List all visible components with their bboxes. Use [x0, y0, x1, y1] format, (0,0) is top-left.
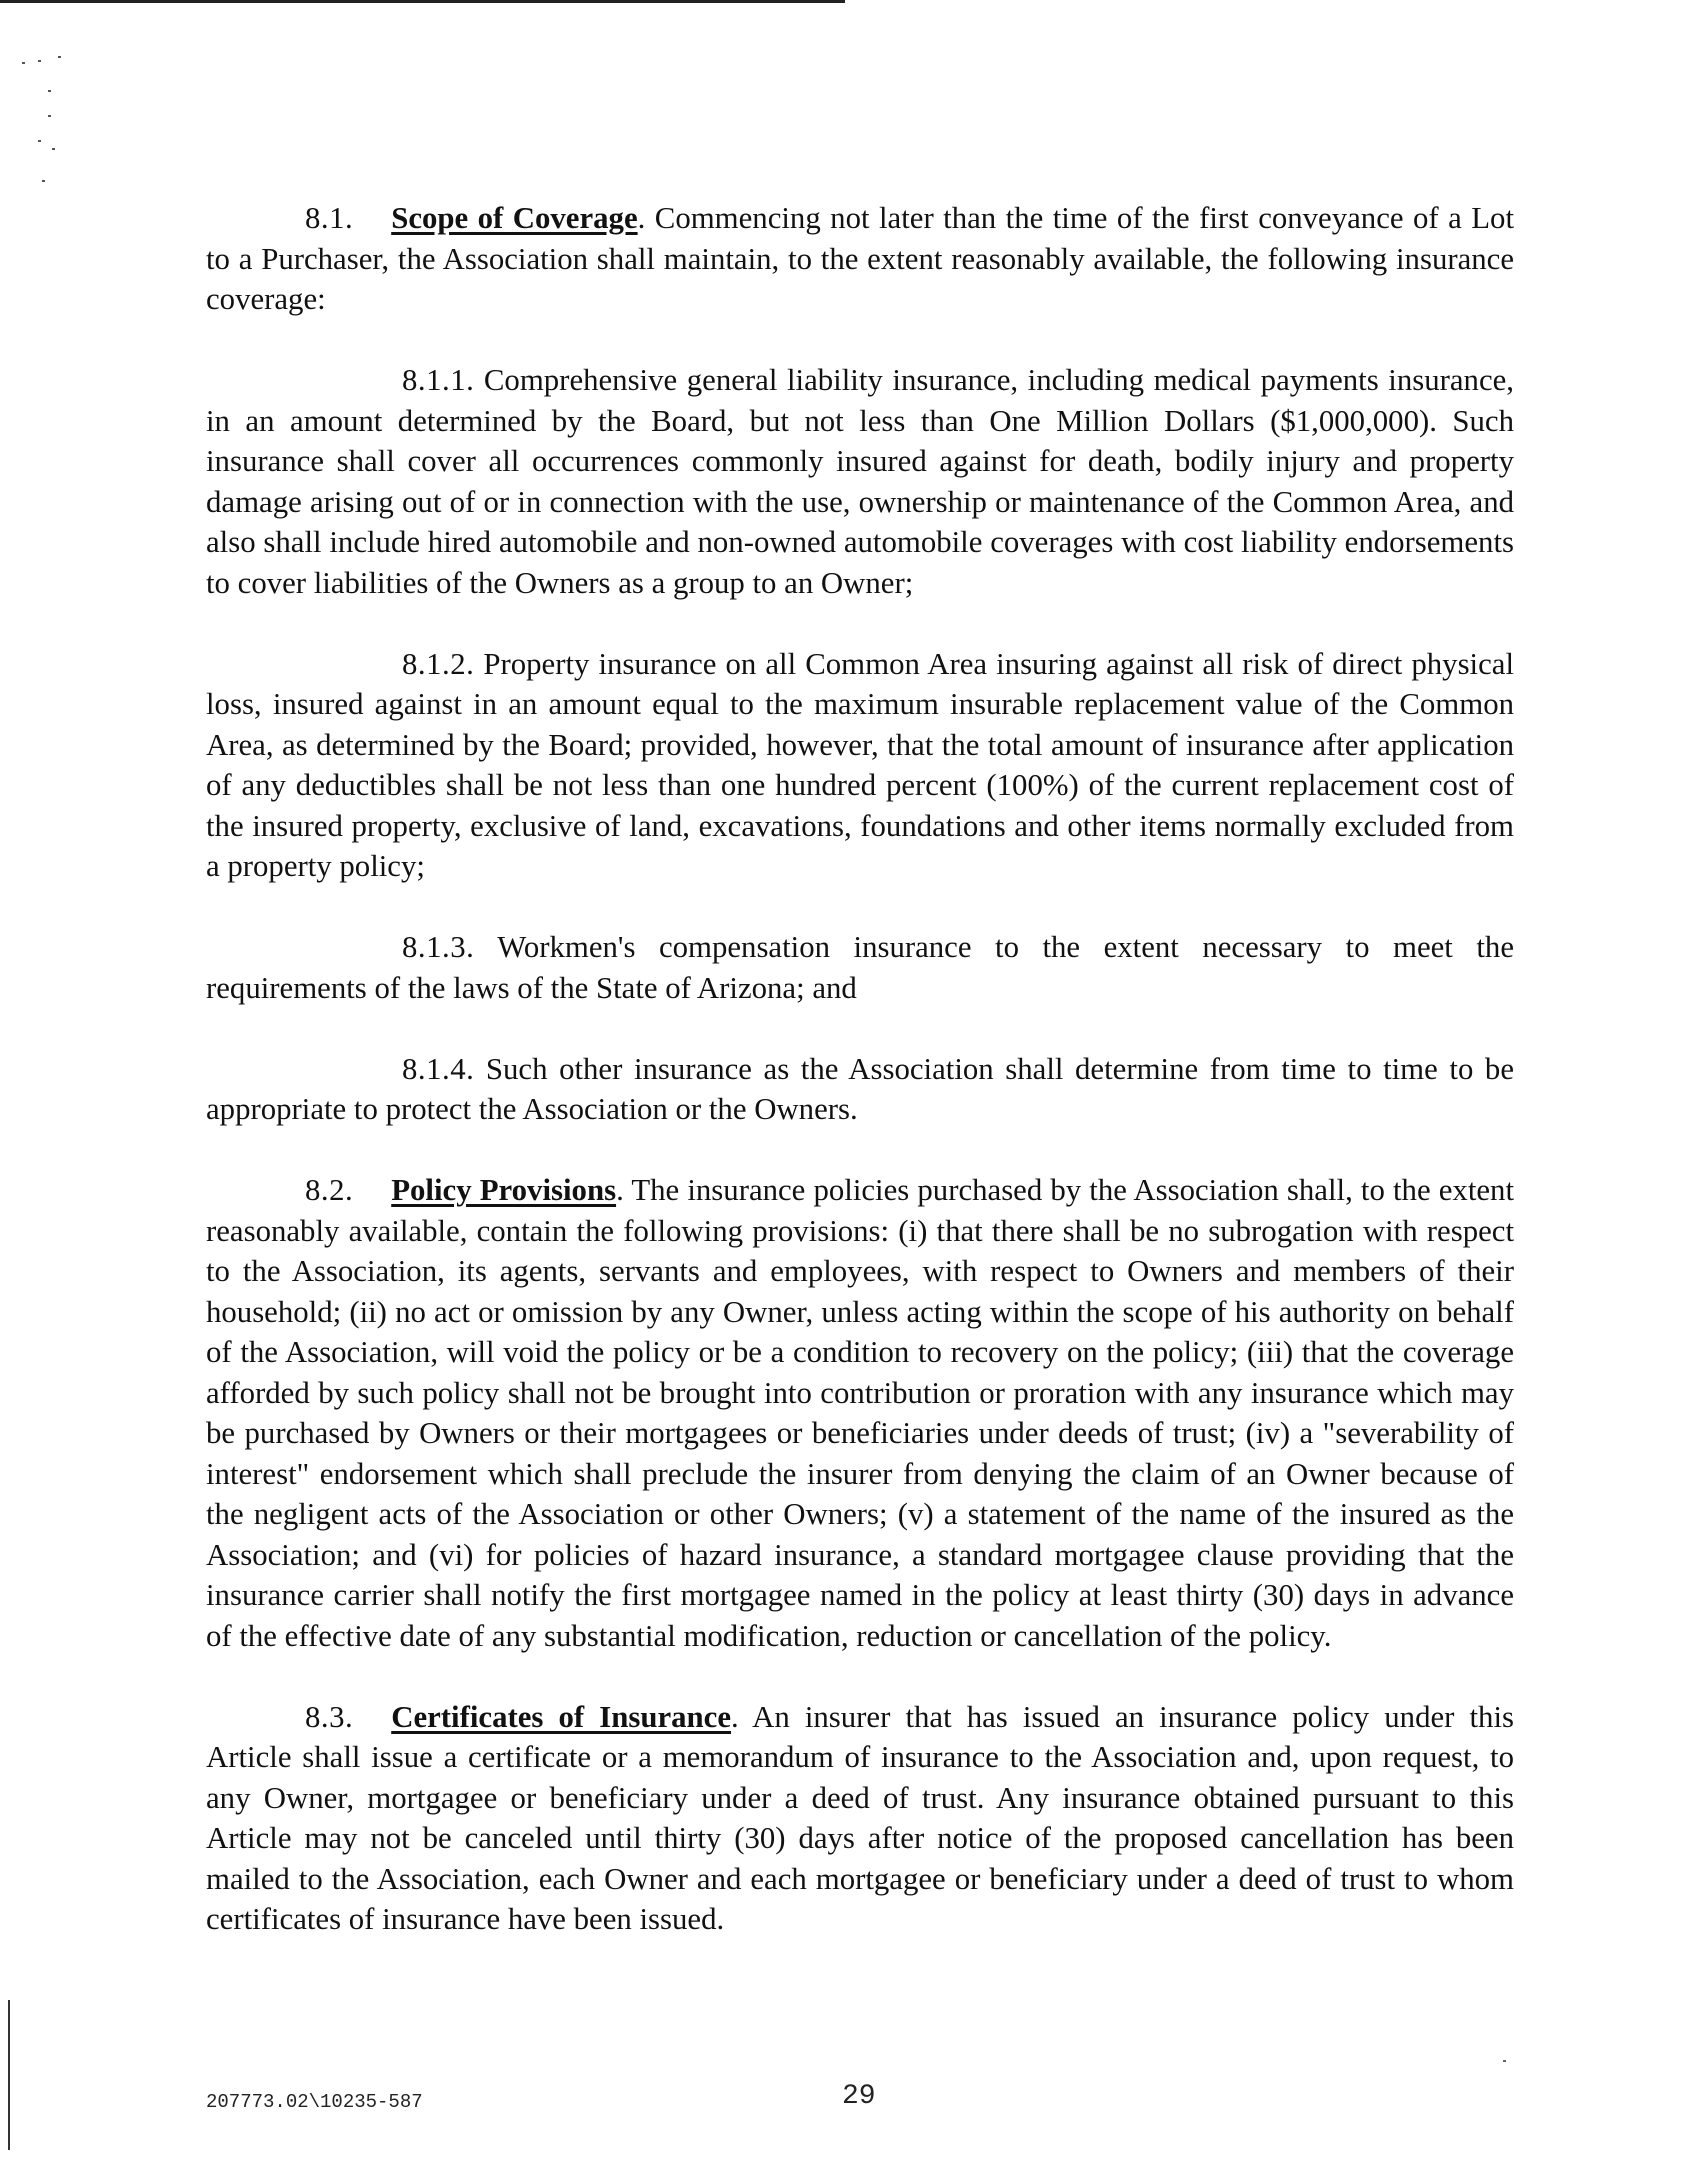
section-text: . An insurer that has issued an insurance policy under this Article shall issue a certificate or a memorandum of insurance to the Association and, upon request, to any Owner, mortgagee or beneficiary under a deed of trust. Any insurance obtained pursuant to this Article may not be canceled until thirty (30) days after notice of the proposed cancellation has been mailed to the Association, each Owner and each mortgagee or beneficiary under a deed of trust to whom certificates of insurance have been issued.: [206, 1699, 1514, 1936]
scan-artifact: [42, 180, 45, 182]
document-body: [206, 198, 1514, 1980]
scan-artifact: [58, 56, 61, 58]
section-number: 8.1.1.: [402, 363, 475, 397]
section-heading: Policy Provisions: [391, 1173, 617, 1207]
section-heading: Scope of Coverage: [391, 201, 638, 235]
section-number: 8.1.4.: [402, 1051, 475, 1086]
section-8-1: [206, 198, 1514, 320]
section-number: 8.1.3.: [402, 930, 475, 964]
section-number: 8.3.: [305, 1699, 354, 1734]
section-text: Such other insurance as the Association shall determine from time to time to be appropriate to protect the Association or the Owners.: [206, 1051, 1515, 1126]
section-8-2: [206, 1170, 1514, 1656]
scan-artifact: [38, 140, 41, 142]
section-8-3: [206, 1697, 1514, 1940]
left-margin-scan-line: [8, 2000, 10, 2150]
section-8-1-1: [206, 360, 1514, 603]
section-number: 8.1.: [305, 201, 354, 235]
document-id: 207773.02\10235-587: [206, 2091, 423, 2113]
page-number: 29: [842, 2081, 876, 2112]
scan-artifact: [1503, 2060, 1506, 2062]
scan-artifact: [52, 148, 55, 150]
section-number: 8.2.: [305, 1173, 354, 1207]
section-text: Property insurance on all Common Area insuring against all risk of direct physical loss, insured against in an amount equal to the maximum insurable replacement value of the Common Area, as determined by the Board; provided, however, that the total amount of insurance after application of any deductibles shall be not less than one hundred percent (100%) of the current replacement cost of the insured property, exclusive of land, excavations, foundations and other items normally excluded from a property policy;: [206, 646, 1515, 883]
scan-artifact: [48, 90, 51, 92]
section-number: 8.1.2.: [402, 646, 475, 681]
scan-artifact: [38, 60, 41, 62]
section-8-1-4: [206, 1049, 1514, 1130]
section-text: . Commencing not later than the time of the first conveyance of a Lot to a Purchaser, the Association shall maintain, to the extent reasonably available, the following insurance coverage:: [206, 201, 1514, 316]
section-8-1-3: [206, 927, 1514, 1008]
top-scan-rule: [0, 0, 845, 3]
section-text: Workmen's compensation insurance to the extent necessary to meet the requirements of the laws of the State of Arizona; and: [206, 930, 1514, 1005]
section-text: Comprehensive general liability insurance, including medical payments insurance, in an amount determined by the Board, but not less than One Million Dollars ($1,000,000). Such insurance shall cover all occurrences commonly insured against for death, bodily injury and property damage arising out of or in connection with the use, ownership or maintenance of the Common Area, and also shall include hired automobile and non-owned automobile coverages with cost liability endorsements to cover liabilities of the Owners as a group to an Owner;: [206, 363, 1514, 600]
section-text: . The insurance policies purchased by the Association shall, to the extent reasonably available, contain the following provisions: (i) that there shall be no subrogation with respect to the Association, its agents, servants and employees, with respect to Owners and members of their household; (ii) no act or omission by any Owner, unless acting within the scope of his authority on behalf of the Association, will void the policy or be a condition to recovery on the policy; (iii) that the coverage afforded by such policy shall not be brought into contribution or proration with any insurance which may be purchased by Owners or their mortgagees or beneficiaries under deeds of trust; (iv) a "severability of interest" endorsement which shall preclude the insurer from denying the claim of an Owner because of the negligent acts of the Association or other Owners; (v) a statement of the name of the insured as the Association; and (vi) for policies of hazard insurance, a standard mortgagee clause providing that the insurance carrier shall notify the first mortgagee named in the policy at least thirty (30) days in advance of the effective date of any substantial modification, reduction or cancellation of the policy.: [206, 1173, 1515, 1653]
scan-artifact: [22, 62, 25, 64]
section-heading: Certificates of Insurance: [391, 1699, 731, 1734]
section-8-1-2: [206, 644, 1514, 887]
scan-artifact: [48, 115, 51, 117]
